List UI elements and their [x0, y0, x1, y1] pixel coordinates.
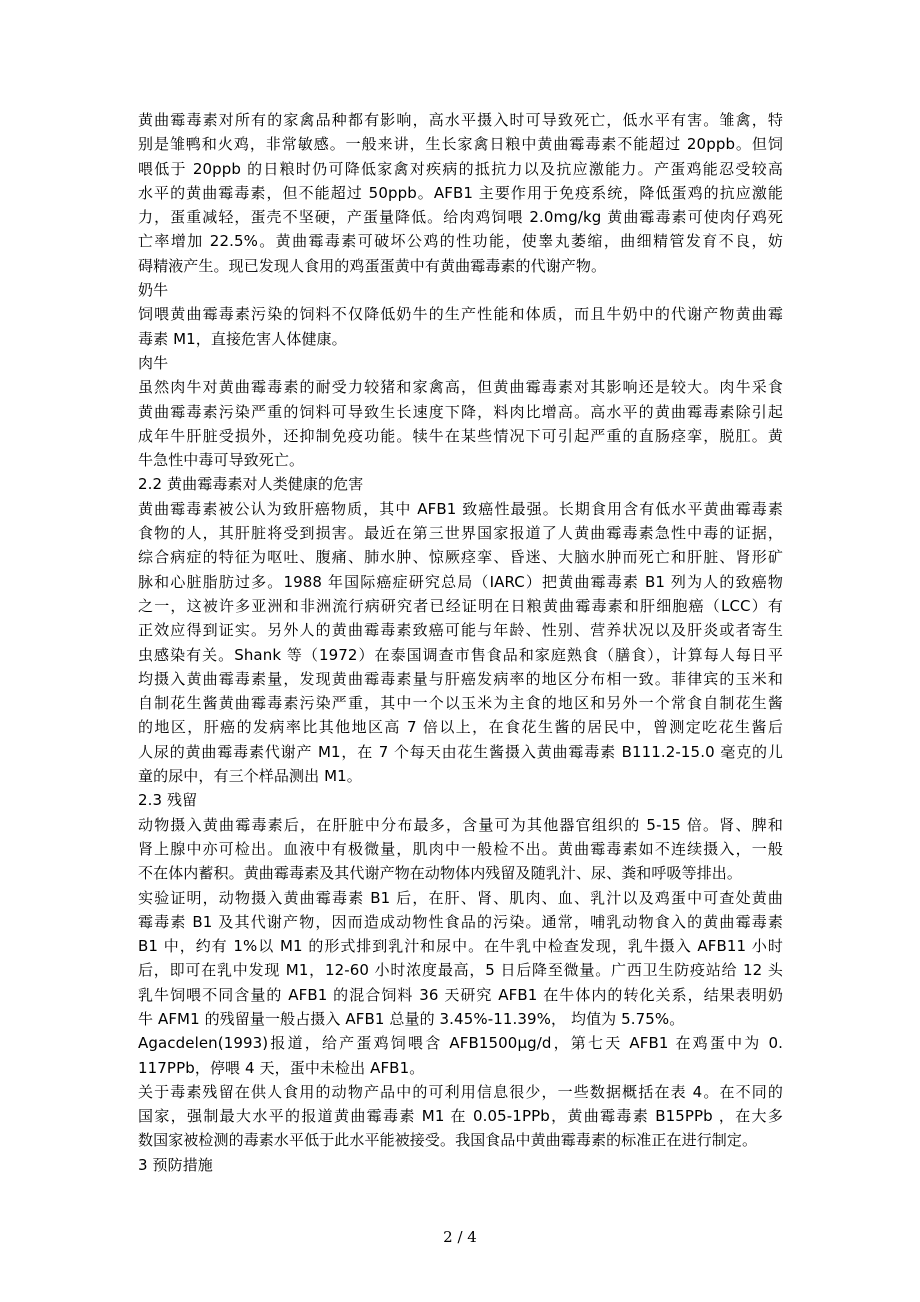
text-line: 2.2 黄曲霉毒素对人类健康的危害 [138, 475, 364, 494]
text-line: 霉毒素 B1 及其代谢产物，因而造成动物性食品的污染。通常，哺乳动物食入的黄曲霉毒素 [138, 912, 783, 931]
text-line: 之一，这被许多亚洲和非洲流行病研究者已经证明在日粮黄曲霉毒素和肝细胞癌（LCC）有 [138, 596, 783, 615]
text-line: 黄曲霉毒素被公认为致肝癌物质，其中 AFB1 致癌性最强。长期食用含有低水平黄曲霉毒素 [138, 499, 783, 518]
text-line: 肾上腺中亦可检出。血液中有极微量，肌肉中一般检不出。黄曲霉毒素如不连续摄入，一般 [138, 839, 783, 858]
text-line: 乳牛饲喂不同含量的 AFB1 的混合饲料 36 天研究 AFB1 在牛体内的转化关系，结果表明奶 [138, 985, 783, 1004]
text-line: 毒素 M1，直接危害人体健康。 [138, 329, 347, 348]
text-line: 童的尿中，有三个样品测出 M1。 [138, 767, 362, 786]
text-line: 脉和心脏脂肪过多。1988 年国际癌症研究总局（IARC）把黄曲霉毒素 B1 列为人的致癌物 [138, 572, 783, 591]
text-line: 关于毒素残留在供人食用的动物产品中的可利用信息很少，一些数据概括在表 4。在不同的 [138, 1082, 783, 1101]
text-line: 喂低于 20ppb 的日粮时仍可降低家禽对疾病的抵抗力以及抗应激能力。产蛋鸡能忍受较高 [138, 159, 783, 178]
page-number: 2 / 4 [443, 1228, 477, 1246]
text-line: 的地区，肝癌的发病率比其他地区高 7 倍以上，在食花生酱的居民中，曾测定吃花生酱后 [138, 718, 783, 737]
text-line: B1 中，约有 1%以 M1 的形式排到乳汁和尿中。在牛乳中检查发现，乳牛摄入 AFB11 小时 [138, 937, 783, 956]
text-line: 力，蛋重减轻，蛋壳不坚硬，产蛋量降低。给肉鸡饲喂 2.0mg/kg 黄曲霉毒素可使肉仔鸡死 [138, 208, 783, 227]
text-line: 2.3 残留 [138, 791, 198, 810]
text-line: 实验证明，动物摄入黄曲霉毒素 B1 后，在肝、肾、肌肉、血、乳汁以及鸡蛋中可查处黄曲 [138, 888, 783, 907]
text-line: 碍精液产生。现已发现人食用的鸡蛋蛋黄中有黄曲霉毒素的代谢产物。 [138, 256, 607, 275]
text-line: 食物的人，其肝脏将受到损害。最近在第三世界国家报道了人黄曲霉毒素急性中毒的证据， [138, 524, 783, 543]
text-line: 国家，强制最大水平的报道黄曲霉毒素 M1 在 0.05-1PPb，黄曲霉毒素 B15PPb ，在大多 [138, 1107, 783, 1126]
text-line: 肉牛 [138, 353, 169, 372]
text-line: 自制花生酱黄曲霉毒素污染严重，其中一个以玉米为主食的地区和另外一个常食自制花生酱 [138, 694, 783, 713]
text-line: 均摄入黄曲霉毒素量，发现黄曲霉毒素量与肝癌发病率的地区分布相一致。菲律宾的玉米和 [138, 669, 783, 688]
text-line: 不在体内蓄积。黄曲霉毒素及其代谢产物在动物体内残留及随乳汁、尿、粪和呼吸等排出。 [138, 864, 743, 883]
text-line: 饲喂黄曲霉毒素污染的饲料不仅降低奶牛的生产性能和体质，而且牛奶中的代谢产物黄曲霉 [138, 305, 783, 324]
text-line: 3 预防措施 [138, 1155, 213, 1174]
text-line: 水平的黄曲霉毒素，但不能超过 50ppb。AFB1 主要作用于免疫系统，降低蛋鸡的抗应激能 [138, 183, 783, 202]
text-line: 黄曲霉毒素污染严重的饲料可导致生长速度下降，料肉比增高。高水平的黄曲霉毒素除引起 [138, 402, 783, 421]
text-line: 亡率增加 22.5%。黄曲霉毒素可破坏公鸡的性功能，使睾丸萎缩，曲细精管发育不良，妨 [138, 232, 783, 251]
text-line: 后，即可在乳中发现 M1，12-60 小时浓度最高，5 日后降至微量。广西卫生防疫站给 12 头 [138, 961, 783, 980]
text-line: 117PPb，停喂 4 天，蛋中未检出 AFB1。 [138, 1058, 425, 1077]
text-line: 动物摄入黄曲霉毒素后，在肝脏中分布最多，含量可为其他器官组织的 5-15 倍。肾、脾和 [138, 815, 783, 834]
text-line: 别是雏鸭和火鸡，非常敏感。一般来讲，生长家禽日粮中黄曲霉毒素不能超过 20ppb。但饲 [138, 135, 783, 154]
text-line: 虽然肉牛对黄曲霉毒素的耐受力较猪和家禽高，但黄曲霉毒素对其影响还是较大。肉牛采食 [138, 378, 783, 397]
text-line: 奶牛 [138, 281, 169, 300]
text-line: 虫感染有关。Shank 等（1972）在泰国调查市售食品和家庭熟食（膳食），计算每人每日平 [138, 645, 783, 664]
text-line: 牛急性中毒可导致死亡。 [138, 451, 305, 470]
text-line: 人尿的黄曲霉毒素代谢产 M1，在 7 个每天由花生酱摄入黄曲霉毒素 B111.2-15.0 毫克的儿 [138, 742, 783, 761]
text-line: 牛 AFM1 的残留量一般占摄入 AFB1 总量的 3.45%-11.39%， 均值为 5.75%。 [138, 1009, 685, 1028]
text-line: 数国家被检测的毒素水平低于此水平能被接受。我国食品中黄曲霉毒素的标准正在进行制定。 [138, 1131, 758, 1150]
document-body [138, 108, 783, 1177]
text-line: 黄曲霉毒素对所有的家禽品种都有影响，高水平摄入时可导致死亡，低水平有害。雏禽，特 [138, 111, 783, 129]
text-line: 综合病症的特征为呕吐、腹痛、肺水肿、惊厥痉挛、昏迷、大脑水肿而死亡和肝脏、肾形矿 [138, 548, 783, 567]
text-line: Agacdelen(1993)报道，给产蛋鸡饲喂含 AFB1500μg/d，第七天 AFB1 在鸡蛋中为 0. [138, 1034, 783, 1053]
text-line: 正效应得到证实。另外人的黄曲霉毒素致癌可能与年龄、性别、营养状况以及肝炎或者寄生 [138, 621, 783, 640]
text-line: 成年牛肝脏受损外，还抑制免疫功能。犊牛在某些情况下可引起严重的直肠痉挛，脱肛。黄 [138, 426, 783, 445]
